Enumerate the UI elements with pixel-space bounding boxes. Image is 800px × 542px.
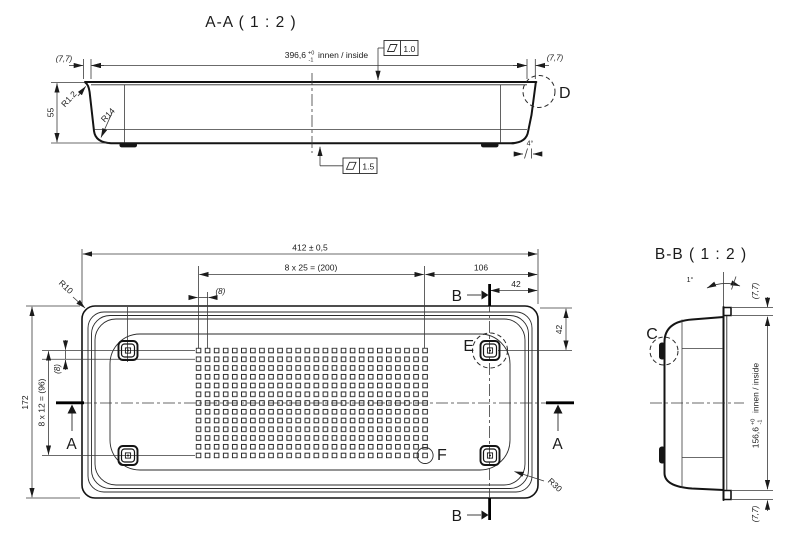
svg-text:8 x 25 = (200): 8 x 25 = (200)	[284, 262, 338, 273]
svg-text:106: 106	[473, 262, 489, 273]
svg-text:R30: R30	[545, 475, 565, 494]
svg-text:-1: -1	[308, 57, 314, 64]
foot-bump-left	[120, 143, 138, 148]
svg-text:innen / inside: innen / inside	[750, 362, 761, 413]
svg-text:B: B	[451, 288, 463, 305]
svg-text:(8): (8)	[53, 364, 62, 374]
svg-text:42: 42	[554, 324, 564, 335]
svg-text:(7,7): (7,7)	[55, 54, 73, 64]
svg-text:4°: 4°	[526, 140, 534, 148]
svg-text:(7,7): (7,7)	[546, 53, 564, 63]
svg-text:8 x 12 = (96): 8 x 12 = (96)	[36, 378, 47, 427]
detail-label-c: C	[646, 326, 658, 343]
svg-text:156,6: 156,6	[750, 427, 761, 449]
svg-text:(7,7): (7,7)	[751, 282, 760, 300]
svg-text:412 ± 0,5: 412 ± 0,5	[292, 242, 328, 253]
section-aa-title: A-A ( 1 : 2 )	[205, 14, 297, 31]
svg-text:172: 172	[20, 395, 30, 410]
svg-text:(8): (8)	[215, 287, 226, 296]
detail-label-e: E	[463, 338, 474, 355]
svg-text:R10: R10	[56, 277, 76, 296]
svg-text:A: A	[552, 436, 564, 453]
section-bb-title: B-B ( 1 : 2 )	[654, 246, 748, 263]
svg-text:A: A	[66, 436, 78, 453]
svg-text:+0: +0	[308, 50, 315, 57]
svg-text:+0: +0	[750, 418, 757, 425]
svg-text:B: B	[451, 508, 463, 525]
svg-text:R1.2: R1.2	[59, 88, 79, 109]
svg-text:55: 55	[45, 107, 56, 118]
detail-label-f: F	[437, 447, 447, 464]
svg-text:42: 42	[511, 279, 521, 289]
svg-text:-1: -1	[757, 419, 764, 425]
svg-text:innen / inside: innen / inside	[318, 50, 369, 60]
foot-bump-lower	[659, 447, 666, 464]
detail-label-d: D	[559, 85, 571, 102]
svg-text:1.5: 1.5	[362, 161, 375, 172]
svg-text:1.0: 1.0	[403, 43, 416, 54]
svg-text:R14: R14	[98, 105, 117, 125]
svg-text:(7,7): (7,7)	[751, 505, 760, 523]
svg-text:396,6: 396,6	[284, 50, 306, 60]
svg-text:1°: 1°	[686, 277, 694, 284]
foot-bump-right	[481, 143, 499, 148]
foot-bump-upper	[659, 343, 666, 360]
